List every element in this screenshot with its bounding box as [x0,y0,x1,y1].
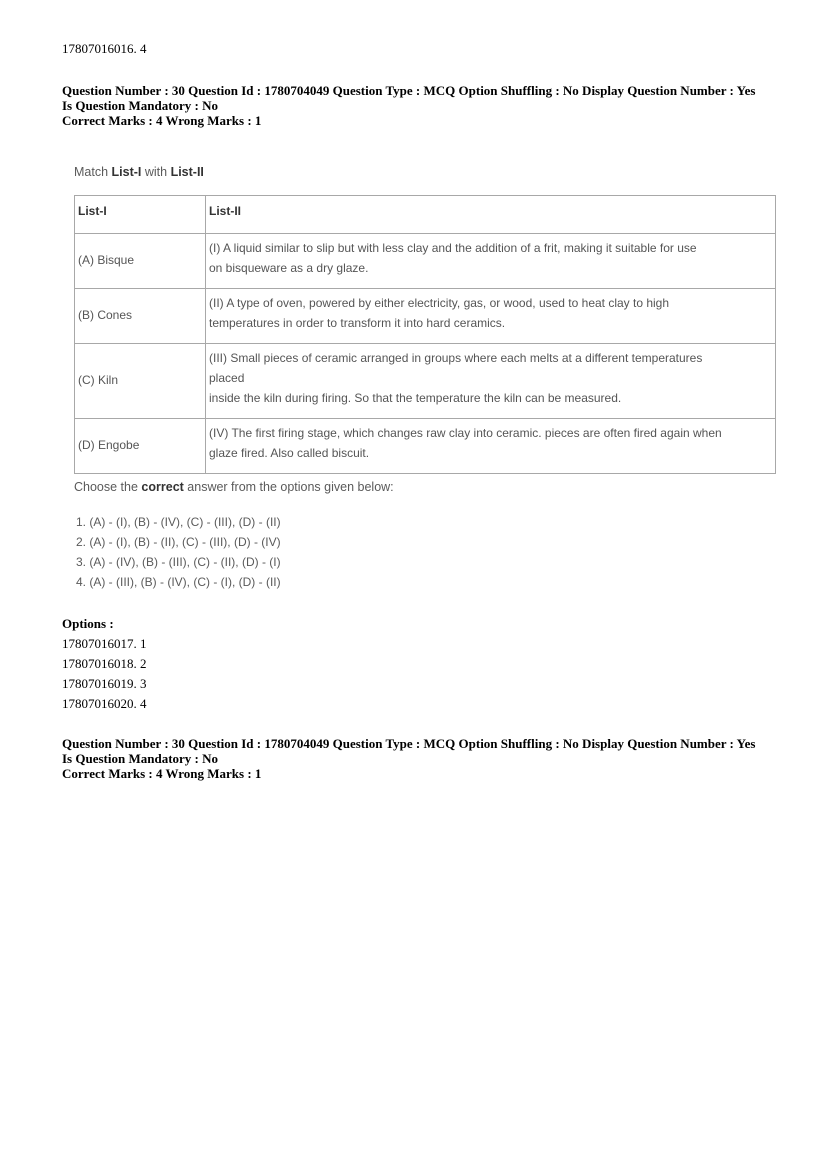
question-header [62,736,782,781]
list-2-item: (IV) The first firing stage, which changes raw clay into ceramic. pieces are often fired again when glaze fired. Also called biscuit. [206,419,776,474]
match-instruction: Match List-I with List-II [74,165,204,179]
question-mandatory-line: Is Question Mandatory : No [62,751,219,766]
table-row [75,344,776,419]
table-header-list-2: List-II [206,196,776,234]
list-2-item: (I) A liquid similar to slip but with less clay and the addition of a frit, making it suitable for use on bisqueware as a dry glaze. [206,234,776,289]
table-row [75,234,776,289]
options-label: Options : [62,616,114,631]
table-header-list-1: List-I [75,196,206,234]
answer-choice: 1. (A) - (I), (B) - (IV), (C) - (III), (D) - (II) [76,515,281,529]
options-block [62,614,147,714]
option-item: 17807016019. 3 [62,676,147,691]
previous-option-line: 17807016016. 4 [62,41,147,56]
answer-choice: 3. (A) - (IV), (B) - (III), (C) - (II), (D) - (I) [76,555,281,569]
list-1-item: (D) Engobe [75,419,206,474]
question-meta-line: Question Number : 30 Question Id : 1780704049 Question Type : MCQ Option Shuffling : No Display Question Number : Yes [62,736,756,751]
question-image [60,150,780,600]
question-mandatory-line: Is Question Mandatory : No [62,98,219,113]
table-header-row [75,196,776,234]
question-marks-line: Correct Marks : 4 Wrong Marks : 1 [62,113,262,128]
choose-instruction: Choose the correct answer from the options given below: [74,480,394,494]
list-2-item: (III) Small pieces of ceramic arranged in groups where each melts at a different temperatures placed inside the kiln during firing. So that the temperature the kiln can be measured. [206,344,776,419]
question-meta-line: Question Number : 30 Question Id : 1780704049 Question Type : MCQ Option Shuffling : No Display Question Number : Yes [62,83,756,98]
answer-choice: 4. (A) - (III), (B) - (IV), (C) - (I), (D) - (II) [76,575,281,589]
table-row [75,419,776,474]
match-table [74,195,776,474]
list-2-item: (II) A type of oven, powered by either electricity, gas, or wood, used to heat clay to high temperatures in order to transform it into hard ceramics. [206,289,776,344]
question-header [62,83,782,128]
option-item: 17807016020. 4 [62,696,147,711]
option-item: 17807016017. 1 [62,636,147,651]
question-marks-line: Correct Marks : 4 Wrong Marks : 1 [62,766,262,781]
table-row [75,289,776,344]
answer-choice: 2. (A) - (I), (B) - (II), (C) - (III), (D) - (IV) [76,535,281,549]
list-1-item: (A) Bisque [75,234,206,289]
answer-choices [76,512,281,592]
list-1-item: (C) Kiln [75,344,206,419]
list-1-item: (B) Cones [75,289,206,344]
option-item: 17807016018. 2 [62,656,147,671]
